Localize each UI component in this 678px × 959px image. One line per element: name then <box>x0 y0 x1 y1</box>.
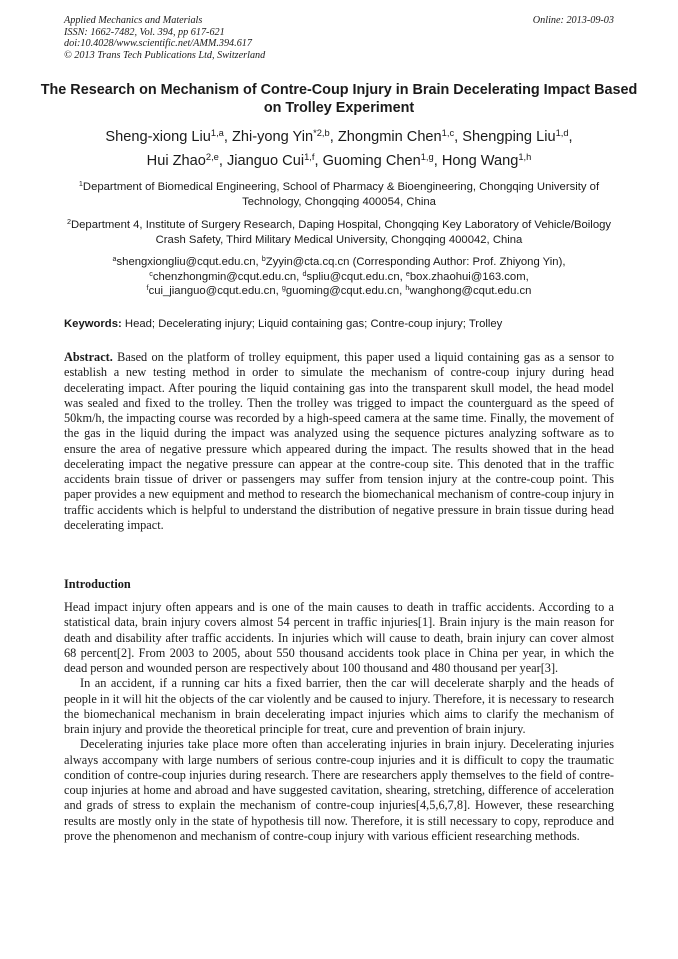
author: Shengping Liu$^{1,d}$, <box>462 127 573 145</box>
keywords <box>64 317 624 332</box>
author: Zhi-yong Yin$^{*2,b}$, <box>231 127 334 145</box>
author: Hui Zhao$^{2,e}$, <box>146 151 223 169</box>
issn-line: ISSN: 1662-7482, Vol. 394, pp 617-621 <box>64 26 225 38</box>
keywords-text: Head; Decelerating injury; Liquid containing gas; Contre-coup injury; Trolley <box>124 318 503 330</box>
author: Sheng-xiong Liu$^{1,a}$, <box>105 127 228 145</box>
author: Zhongmin Chen$^{1,c}$, <box>337 127 459 145</box>
email: $^h$wanghong@cqut.edu.cn <box>405 283 532 298</box>
paper-title: The Research on Mechanism of Contre-Coup Injury in Brain Decelerating Impact Based on Trolley Experiment <box>40 82 638 116</box>
author-list <box>40 125 638 173</box>
email: $^e$box.zhaohui@163.com, <box>405 268 529 283</box>
author: Guoming Chen$^{1,g}$, <box>322 151 438 169</box>
email: $^a$shengxiongliu@cqut.edu.cn, <box>112 254 259 268</box>
abstract <box>64 350 614 533</box>
section-heading-introduction: Introduction <box>64 577 131 591</box>
journal-header <box>64 15 614 61</box>
keywords-label: Keywords: <box>64 318 122 330</box>
paragraph: In an accident, if a running car hits a fixed barrier, then the car will decelerate sharply and the heads of people in it will hit the objects of the car violently and be caused to injury. Therefore, it is necessary to research the biomechanical mechanism in brain decelerating impact injuries which aims to clarify the mechanism of brain injury and provide the theoretical principle for treat, cure and prevention of brain injury. <box>64 676 614 736</box>
journal-name: Applied Mechanics and Materials <box>64 15 203 26</box>
affiliation-2: $^2$Department 4, Institute of Surgery Research, Daping Hospital, Chongqing Key Laboratory of Vehicle/Boilogy Crash Safety, Third Military Medical University, Chongqing 400042, China <box>66 217 612 247</box>
author: Jianguo Cui$^{1,f}$, <box>226 151 319 169</box>
copyright-line: © 2013 Trans Tech Publications Ltd, Switzerland <box>64 49 266 61</box>
doi-line: doi:10.4028/www.scientific.net/AMM.394.617 <box>64 38 252 50</box>
email: $^f$cui_jianguo@cqut.edu.cn, <box>146 283 279 298</box>
introduction-body <box>64 600 614 844</box>
email: $^b$Zyyin@cta.cq.cn (Corresponding Author: Prof. Zhiyong Yin), <box>261 254 566 268</box>
affiliation-1: $^1$Department of Biomedical Engineering, School of Pharmacy & Bioengineering, Chongqing University of Technology, Chongqing 400054, China <box>78 179 600 209</box>
email: $^d$spliu@cqut.edu.cn, <box>302 268 403 283</box>
email-list <box>60 255 618 299</box>
abstract-text: Based on the platform of trolley equipment, this paper used a liquid containing gas as a sensor to establish a new testing method in order to simulate the mechanism of contre-coup injury during head decelerating impact. After pouring the liquid containing gas into the transparent skull model, the head model was sealed and fixed to the trolley. Then the trolley was trigged to impact the counterguard as the speed of 50km/h, the impacting course was recorded by a high-speed camera at the same time. Finally, the movement of the gas in the liquid during the impact was analyzed using the sequence pictures analyzing software as to ensure the area of negative pressure which appeared during the impact. The results showed that in the head decelerating impact the negative pressure can appear at the contre-coup site. This denoted that in the traffic accidents brain tissue of driver or passengers may suffer from tension injury at the contre-coup point. This paper provides a new equipment and method to research the biomechanical mechanism of contre-coup injury in traffic accidents which is helpful to understand the distribution of negative pressure in brain tissue during head decelerating impact. <box>64 350 615 532</box>
author: Hong Wang$^{1,h}$ <box>441 151 532 169</box>
paragraph: Head impact injury often appears and is one of the main causes to death in traffic accidents. According to a statistical data, brain injury covers almost 54 percent in traffic injuries[1]. Brain injury is the main reason for death and disability after traffic accidents. In injuries which will cause to death, brain injury can cover almost 68 percent[2]. From 2003 to 2005, about 550 thousand accidents took place in China per year, in which the dead person and wounded person are respectively about 100 thousand and 480 thousand per year[3]. <box>64 600 614 675</box>
paragraph: Decelerating injuries take place more often than accelerating injuries in brain injury. Decelerating injuries always accompany with large numbers of serious contre-coup injuries and it is difficult to copy the traumatic condition of contre-coup injuries during research. There are researchers apply themselves to the field of contre-coup injuries at home and abroad and have suggested cavitation, shearing, stretching, difference of acceleration and grads of stress to explain the mechanism of contre-coup injuries[4,5,6,7,8]. However, these researching results are mostly only in the state of hypothesis till now. Therefore, it is still necessary to copy, reproduce and prove the phenomenon and mechanism of contre-coup injury with various efficient researching methods. <box>64 737 614 843</box>
email: $^g$guoming@cqut.edu.cn, <box>281 283 403 298</box>
abstract-label: Abstract. <box>64 350 113 364</box>
email: $^c$chenzhongmin@cqut.edu.cn, <box>149 268 300 283</box>
online-date: Online: 2013-09-03 <box>532 15 614 26</box>
